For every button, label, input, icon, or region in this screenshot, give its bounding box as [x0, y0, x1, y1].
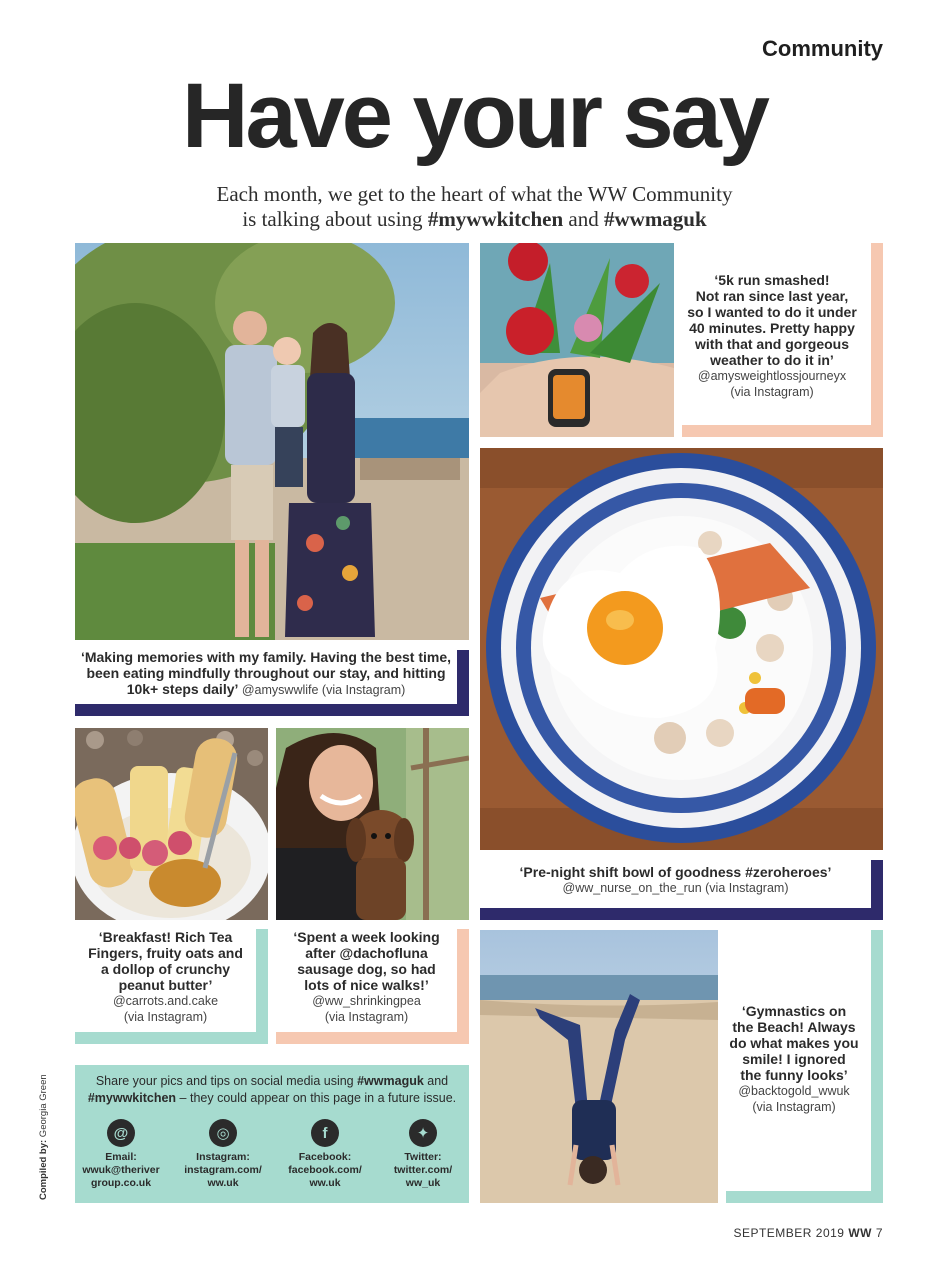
page-number: 7 — [871, 1226, 883, 1240]
hashtag-mywwkitchen: #mywwkitchen — [427, 207, 564, 231]
contact-value: facebook.com/ — [288, 1164, 362, 1176]
dog-via: (via Instagram) — [324, 1010, 409, 1024]
breakfast-handle: @carrots.and.cake — [112, 994, 219, 1008]
hashtag-mywwkitchen: #mywwkitchen — [87, 1091, 177, 1105]
run-quote-line: 40 minutes. Pretty happy — [689, 320, 855, 336]
facebook-icon: f — [311, 1119, 339, 1147]
run-quote-line: ‘5k run smashed! — [714, 272, 830, 288]
run-via: (via Instagram) — [730, 385, 814, 399]
instagram-icon: ◎ — [209, 1119, 237, 1147]
gymnastics-quote-line: ‘Gymnastics on — [741, 1003, 847, 1019]
run-quote-line: with that and gorgeous — [695, 336, 849, 352]
hashtag-wwmaguk: #wwmaguk — [603, 207, 707, 231]
family-handle: @amyswwlife (via Instagram) — [238, 683, 406, 697]
intro-line-2: is talking about using #mywwkitchen and #wwmaguk — [242, 207, 707, 231]
breakfast-photo — [75, 728, 268, 920]
twitter-icon: ✦ — [409, 1119, 437, 1147]
gymnastics-caption — [726, 1003, 862, 1115]
contact-value: twitter.com/ — [393, 1164, 453, 1176]
dog-handle: @ww_shrinkingpea — [312, 994, 421, 1008]
run-quote-line: so I wanted to do it under — [687, 304, 857, 320]
handstand-beach-photo — [480, 930, 718, 1203]
contact-twitter[interactable] — [377, 1119, 469, 1190]
page-title: Have your say — [182, 65, 767, 167]
contact-value: group.co.uk — [90, 1177, 152, 1189]
family-caption — [75, 649, 457, 698]
gymnastics-quote-line: the Beach! Always — [732, 1019, 856, 1035]
dog-photo — [276, 728, 469, 920]
gymnastics-via: (via Instagram) — [752, 1100, 836, 1114]
contact-label: Twitter: — [404, 1151, 442, 1163]
gymnastics-quote-line: smile! I ignored — [742, 1051, 846, 1067]
family-quote-line: ‘Making memories with my family. Having the best time, — [80, 649, 452, 665]
family-quote-line: been eating mindfully throughout our stay, and hitting — [86, 665, 446, 681]
gymnastics-quote-line: the funny looks’ — [740, 1067, 848, 1083]
breakfast-via: (via Instagram) — [123, 1010, 208, 1024]
contact-value: wwuk@theriver — [82, 1164, 160, 1176]
intro-text — [0, 182, 949, 232]
breakfast-quote-line: a dollop of crunchy — [100, 961, 231, 977]
run-caption — [682, 272, 862, 400]
bowl-handle: @ww_nurse_on_the_run (via Instagram) — [562, 881, 789, 895]
brand-mark: WW — [848, 1226, 872, 1240]
dog-quote-line: ‘Spent a week looking — [293, 929, 440, 945]
run-quote-line: Not ran since last year, — [695, 288, 849, 304]
bowl-quote: ‘Pre-night shift bowl of goodness #zeroheroes’ — [519, 864, 832, 880]
intro-line-1: Each month, we get to the heart of what the WW Community — [216, 182, 733, 206]
page-folio: SEPTEMBER 2019 WW 7 — [733, 1226, 883, 1240]
dog-caption — [276, 929, 457, 1025]
breakfast-caption — [75, 929, 256, 1025]
family-quote-line: 10k+ steps daily’ @amyswwlife (via Instagram) — [126, 681, 406, 697]
family-photo — [75, 243, 469, 640]
contact-value: instagram.com/ — [184, 1164, 262, 1176]
contact-value: ww.uk — [309, 1177, 341, 1189]
run-handle: @amysweightlossjourneyx — [697, 369, 847, 383]
watch-flowers-photo — [480, 243, 674, 437]
contact-label: Instagram: — [196, 1151, 250, 1163]
contact-label: Email: — [105, 1151, 137, 1163]
dog-quote-line: sausage dog, so had — [297, 961, 436, 977]
contact-value: ww.uk — [207, 1177, 239, 1189]
contact-facebook[interactable] — [279, 1119, 371, 1190]
section-label: Community — [762, 36, 883, 61]
contact-instagram[interactable] — [177, 1119, 269, 1190]
breakfast-quote-line: Fingers, fruity oats and — [88, 945, 243, 961]
share-box — [75, 1065, 469, 1203]
email-icon: @ — [107, 1119, 135, 1147]
run-quote-line: weather to do it in’ — [710, 352, 834, 368]
dog-quote-line: after @dachofluna — [305, 945, 428, 961]
gymnastics-handle: @backtogold_wwuk — [738, 1084, 850, 1098]
hashtag-wwmaguk: #wwmaguk — [357, 1074, 424, 1088]
share-text: Share your pics and tips on social media using #wwmaguk and #mywwkitchen – they could appear on this page in a future issue. — [87, 1074, 457, 1105]
contact-value: ww_uk — [405, 1177, 441, 1189]
gymnastics-quote-line: do what makes you — [729, 1035, 859, 1051]
contact-label: Facebook: — [298, 1151, 352, 1163]
bowl-caption — [480, 864, 871, 896]
salmon-bowl-photo — [480, 448, 883, 850]
contact-email[interactable] — [75, 1119, 167, 1190]
dog-quote-line: lots of nice walks!’ — [304, 977, 429, 993]
breakfast-quote-line: peanut butter’ — [118, 977, 213, 993]
compiler-credit: Compiled by: Georgia Green — [38, 1074, 49, 1200]
breakfast-quote-line: ‘Breakfast! Rich Tea — [98, 929, 233, 945]
